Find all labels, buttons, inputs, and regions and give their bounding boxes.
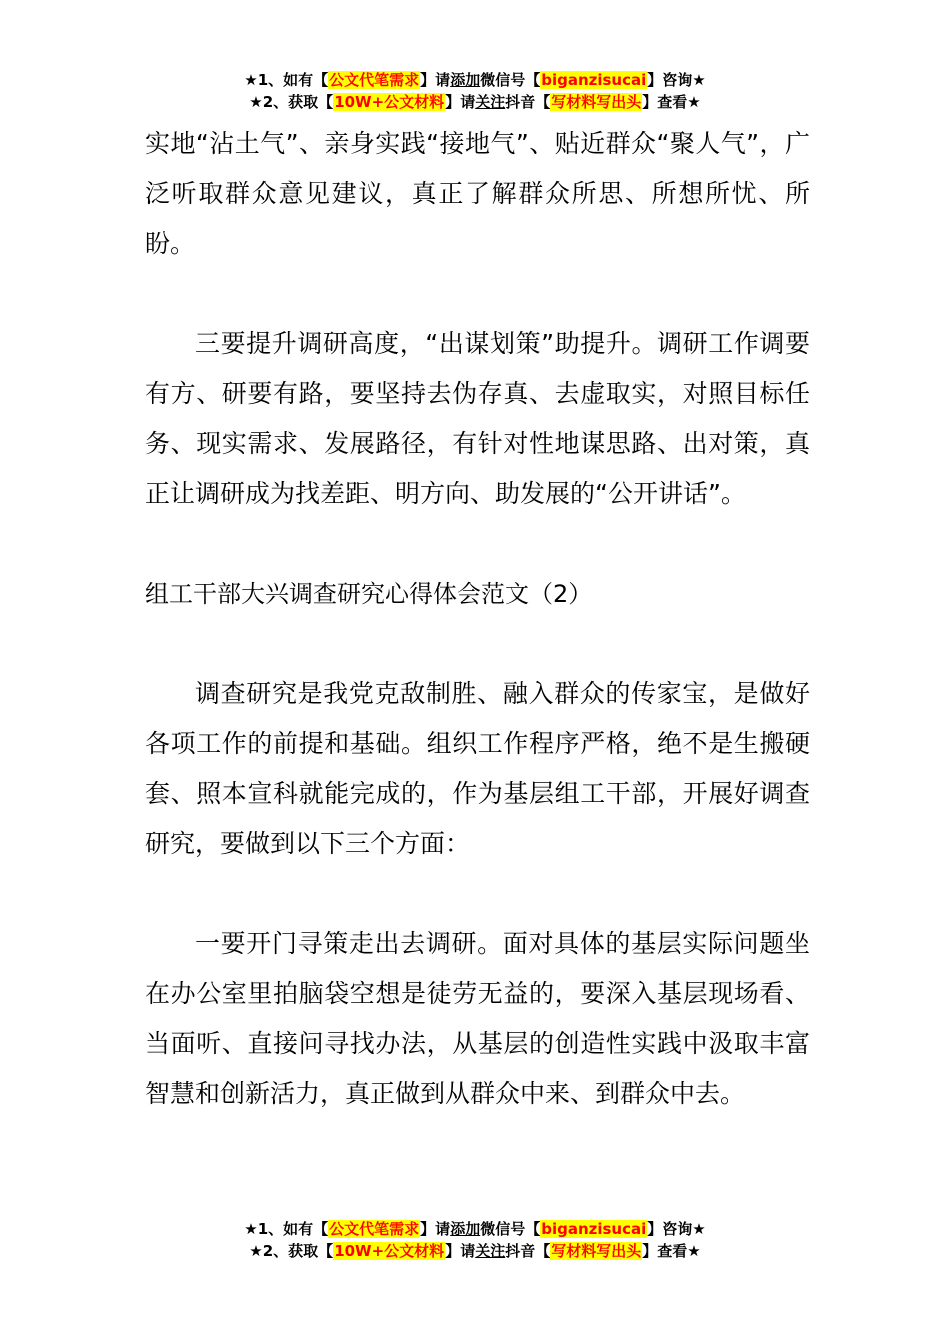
- banner-text: 】请: [420, 1220, 451, 1238]
- banner-text: 】咨询★: [647, 1220, 706, 1238]
- banner-underline-text: 添加: [450, 1220, 481, 1238]
- banner-line-1: [0, 1218, 950, 1240]
- highlight-materials: 10W+公文材料: [334, 1242, 445, 1260]
- banner-text: ★1、如有【: [244, 1220, 329, 1238]
- highlight-service: 公文代笔需求: [329, 71, 420, 89]
- banner-underline-text: 添加: [450, 71, 481, 89]
- banner-text: 微信号【: [480, 1220, 541, 1238]
- highlight-douyin-account: 写材料写出头: [551, 1242, 642, 1260]
- banner-text: 】查看★: [642, 1242, 701, 1260]
- banner-text: 】请: [445, 93, 476, 111]
- top-banner: [0, 69, 950, 113]
- banner-text: 】查看★: [642, 93, 701, 111]
- banner-text: 抖音【: [505, 1242, 551, 1260]
- document-body: [145, 119, 810, 1119]
- paragraph-gap: [145, 619, 810, 669]
- banner-underline-text: 关注: [475, 1242, 506, 1260]
- highlight-materials: 10W+公文材料: [334, 93, 445, 111]
- banner-text: 】请: [420, 71, 451, 89]
- bottom-banner: [0, 1218, 950, 1262]
- banner-text: ★1、如有【: [244, 71, 329, 89]
- banner-text: 】请: [445, 1242, 476, 1260]
- banner-line-2: [0, 91, 950, 113]
- paragraph-gap: [145, 519, 810, 569]
- paragraph-first-point: 一要开门寻策走出去调研。面对具体的基层实际问题坐在办公室里拍脑袋空想是徒劳无益的，要深入基层现场看、当面听、直接问寻找办法，从基层的创造性实践中汲取丰富智慧和创新活力，真正做到从群众中来、到群众中去。: [145, 929, 810, 1108]
- paragraph-continuation: 实地“沾土气”、亲身实践“接地气”、贴近群众“聚人气”，广泛听取群众意见建议，真正了解群众所思、所想所忧、所盼。: [145, 129, 810, 258]
- banner-underline-text: 关注: [475, 93, 506, 111]
- section-heading: 组工干部大兴调查研究心得体会范文（2）: [145, 580, 593, 608]
- highlight-service: 公文代笔需求: [329, 1220, 420, 1238]
- banner-text: 微信号【: [480, 71, 541, 89]
- banner-text: ★2、获取【: [249, 93, 334, 111]
- paragraph-gap: [145, 869, 810, 919]
- highlight-douyin-account: 写材料写出头: [551, 93, 642, 111]
- banner-line-1: [0, 69, 950, 91]
- banner-text: 抖音【: [505, 93, 551, 111]
- banner-line-2: [0, 1240, 950, 1262]
- paragraph-gap: [145, 269, 810, 319]
- highlight-wechat-id: biganzisucai: [541, 1220, 647, 1238]
- banner-text: ★2、获取【: [249, 1242, 334, 1260]
- highlight-wechat-id: biganzisucai: [541, 71, 647, 89]
- paragraph-third-point: 三要提升调研高度，“出谋划策”助提升。调研工作调要有方、研要有路，要坚持去伪存真、去虚取实，对照目标任务、现实需求、发展路径，有针对性地谋思路、出对策，真正让调研成为找差距、明方向、助发展的“公开讲话”。: [145, 329, 810, 508]
- paragraph-intro: 调查研究是我党克敌制胜、融入群众的传家宝，是做好各项工作的前提和基础。组织工作程序严格，绝不是生搬硬套、照本宣科就能完成的，作为基层组工干部，开展好调查研究，要做到以下三个方面：: [145, 679, 810, 858]
- banner-text: 】咨询★: [647, 71, 706, 89]
